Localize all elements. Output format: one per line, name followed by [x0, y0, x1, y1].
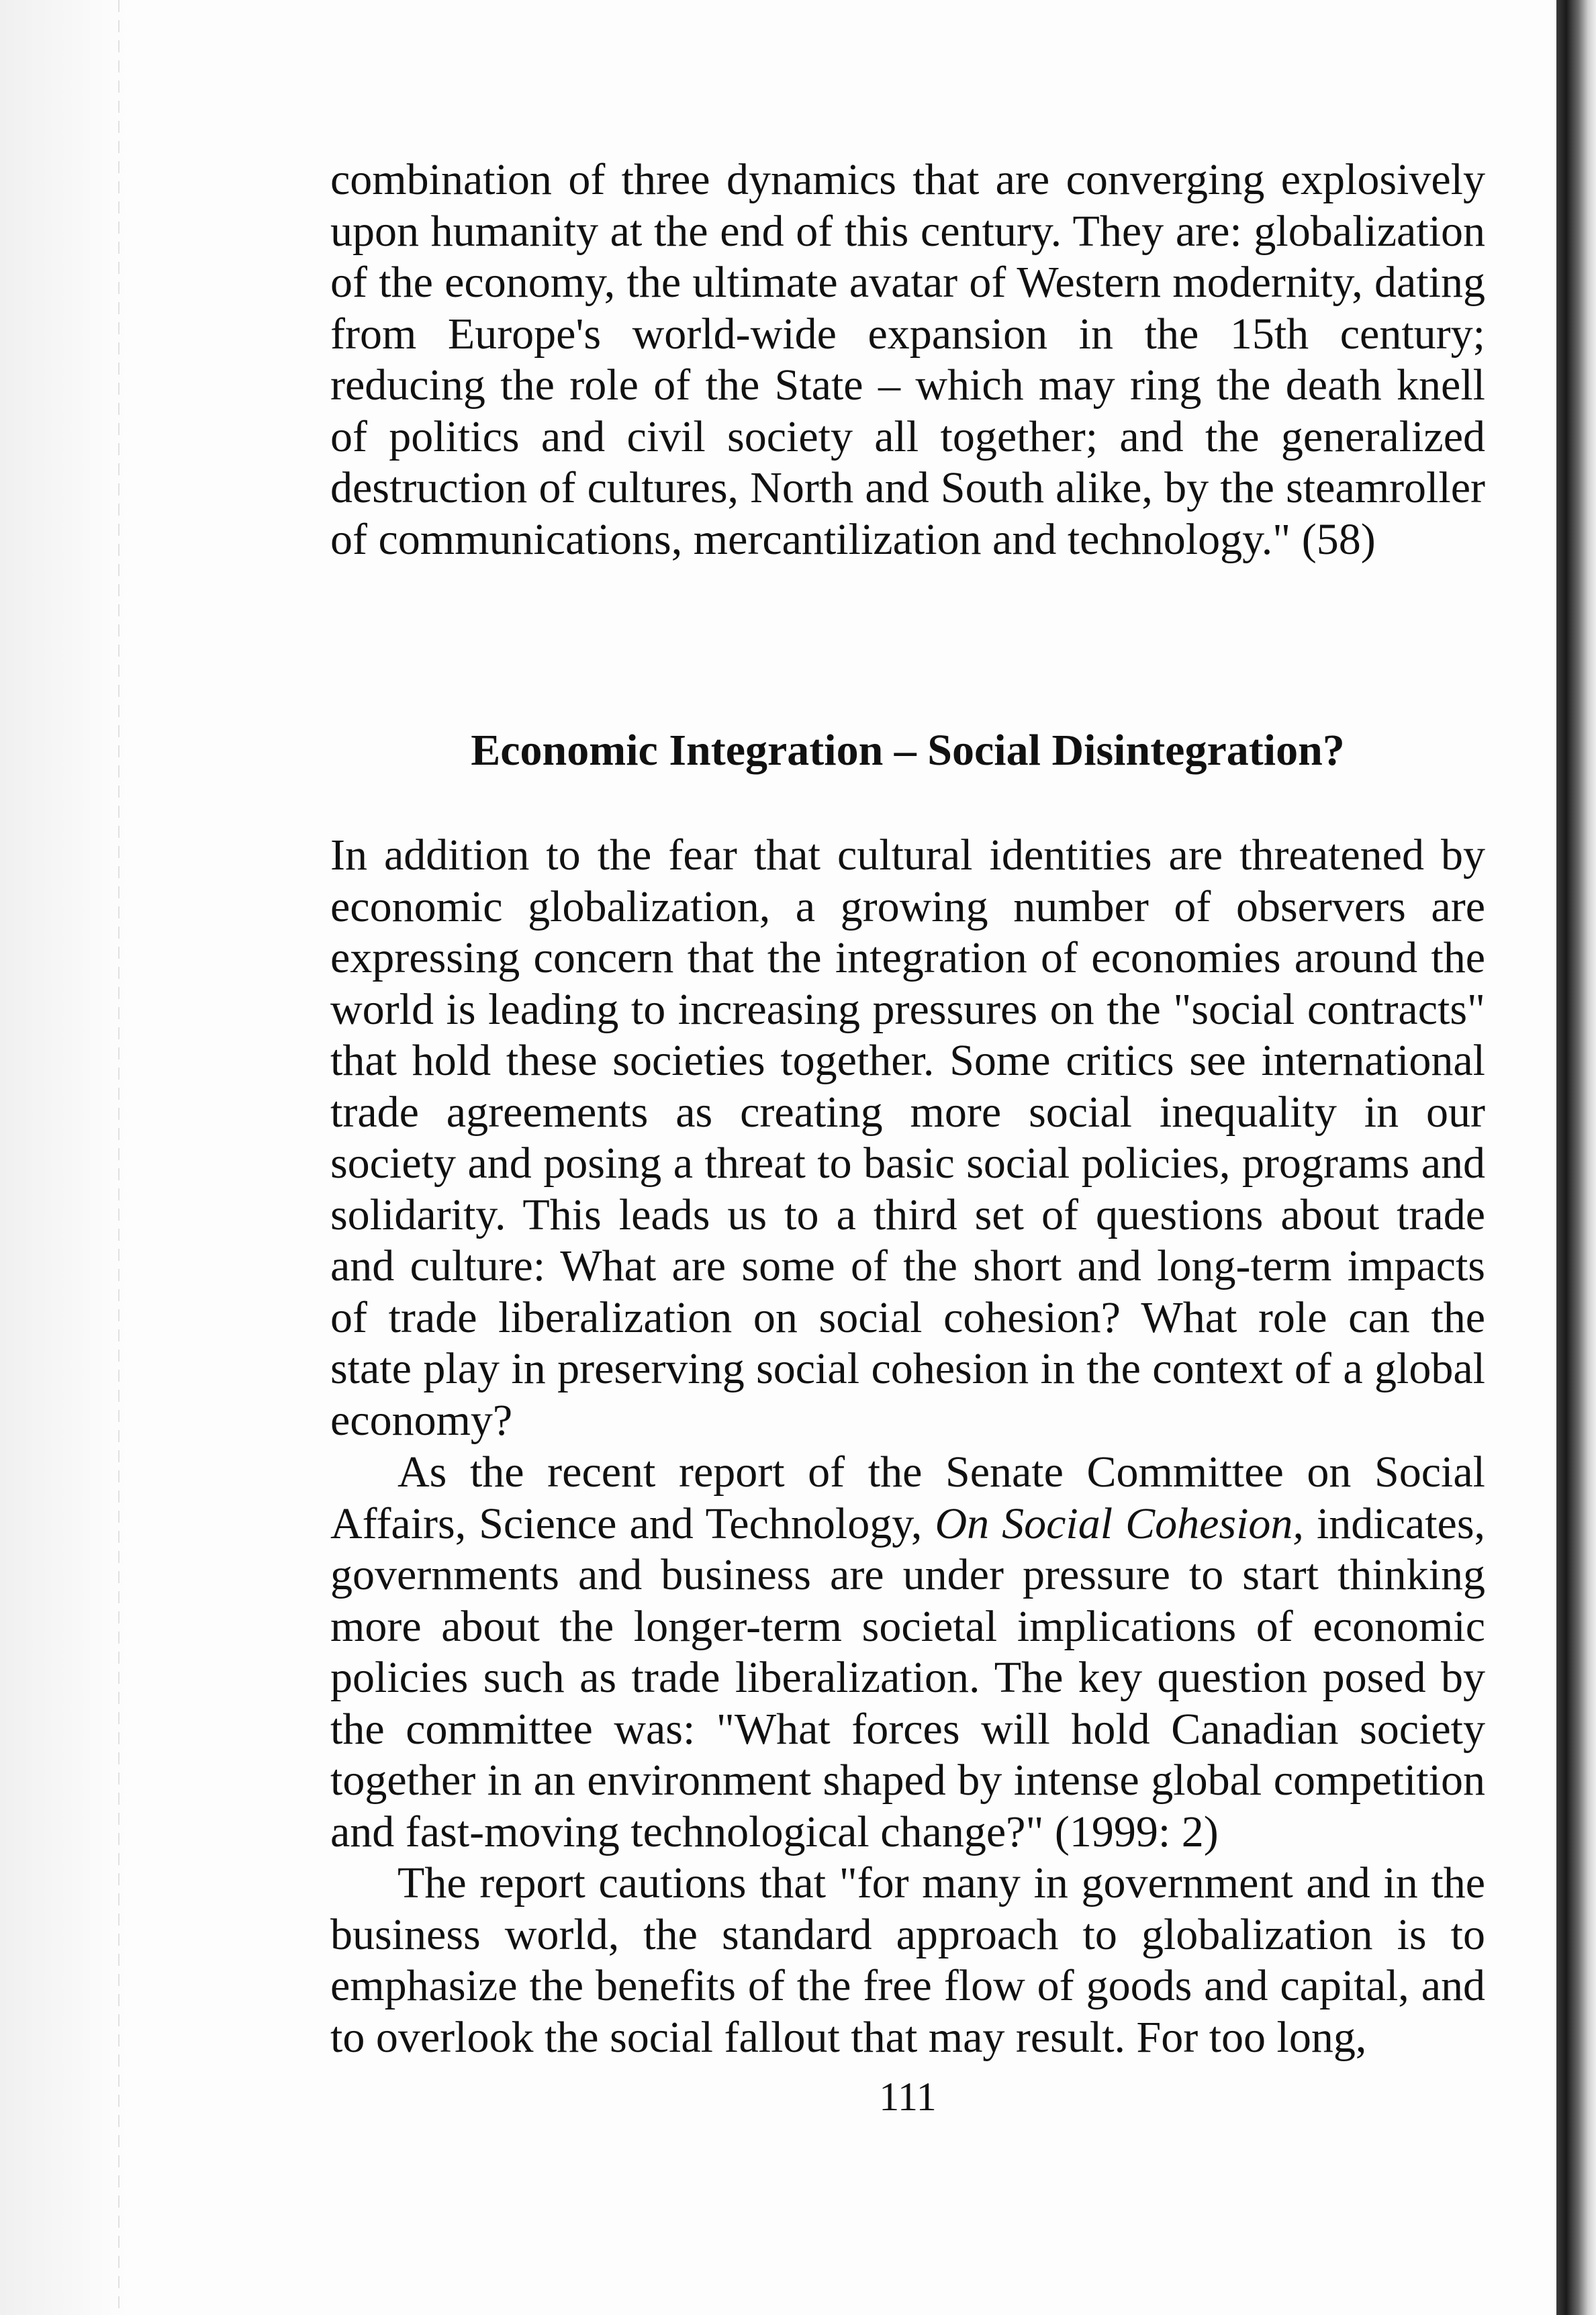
paragraph-report-caution: The report cautions that "for many in government and in the business world, the standard approach to globalization is to emphasize the benefits of the free flow of goods and capital, and to overlook the social fallout that may result. For too long,: [330, 1858, 1485, 2062]
paragraph-text-before-title: As the recent report of the Senate Committee on Social Affairs, Science and Technology,: [330, 1448, 1485, 1548]
book-spine-edge: [1556, 0, 1596, 2315]
paragraph-continuation: combination of three dynamics that are converging explosively upon humanity at the end of this century. They are: globalization of the economy, the ultimate avatar of Western modernity, dating from Europe's world-wide expansion in the 15th century; reducing the role of the State – which may ring the death knell of politics and civil society all together; and the generalized destruction of cultures, North and South alike, by the steamroller of communications, mercantilization and technology." (58): [330, 155, 1485, 564]
page-number: 111: [879, 2075, 937, 2119]
report-title: On Social Cohesion,: [935, 1499, 1304, 1548]
page-gutter: [0, 0, 128, 2315]
paragraph-text-after-title: indicates, governments and business are under pressure to start thinking more about the longer-term societal implications of economic policies such as trade liberalization. The key question posed by the committee was: "What forces will hold Canadian society together in an environment shaped by intense global competition and fast-moving technological change?" (1999: 2): [330, 1499, 1486, 1856]
paragraph-senate-report: [330, 1447, 1485, 1858]
paragraph-introduction: In addition to the fear that cultural identities are threatened by economic globalization, a growing number of observers are expressing concern that the integration of economies around the world is leading to increasing pressures on the "social contracts" that hold these societies together. Some critics see international trade agreements as creating more social inequality in our society and posing a threat to basic social policies, programs and solidarity. This leads us to a third set of questions about trade and culture: What are some of the short and long-term impacts of trade liberalization on social cohesion? What role can the state play in preserving social cohesion in the context of a global economy?: [330, 831, 1485, 1445]
gutter-shadow-line: [118, 0, 120, 2315]
section-heading: Economic Integration – Social Disintegration?: [471, 726, 1345, 775]
